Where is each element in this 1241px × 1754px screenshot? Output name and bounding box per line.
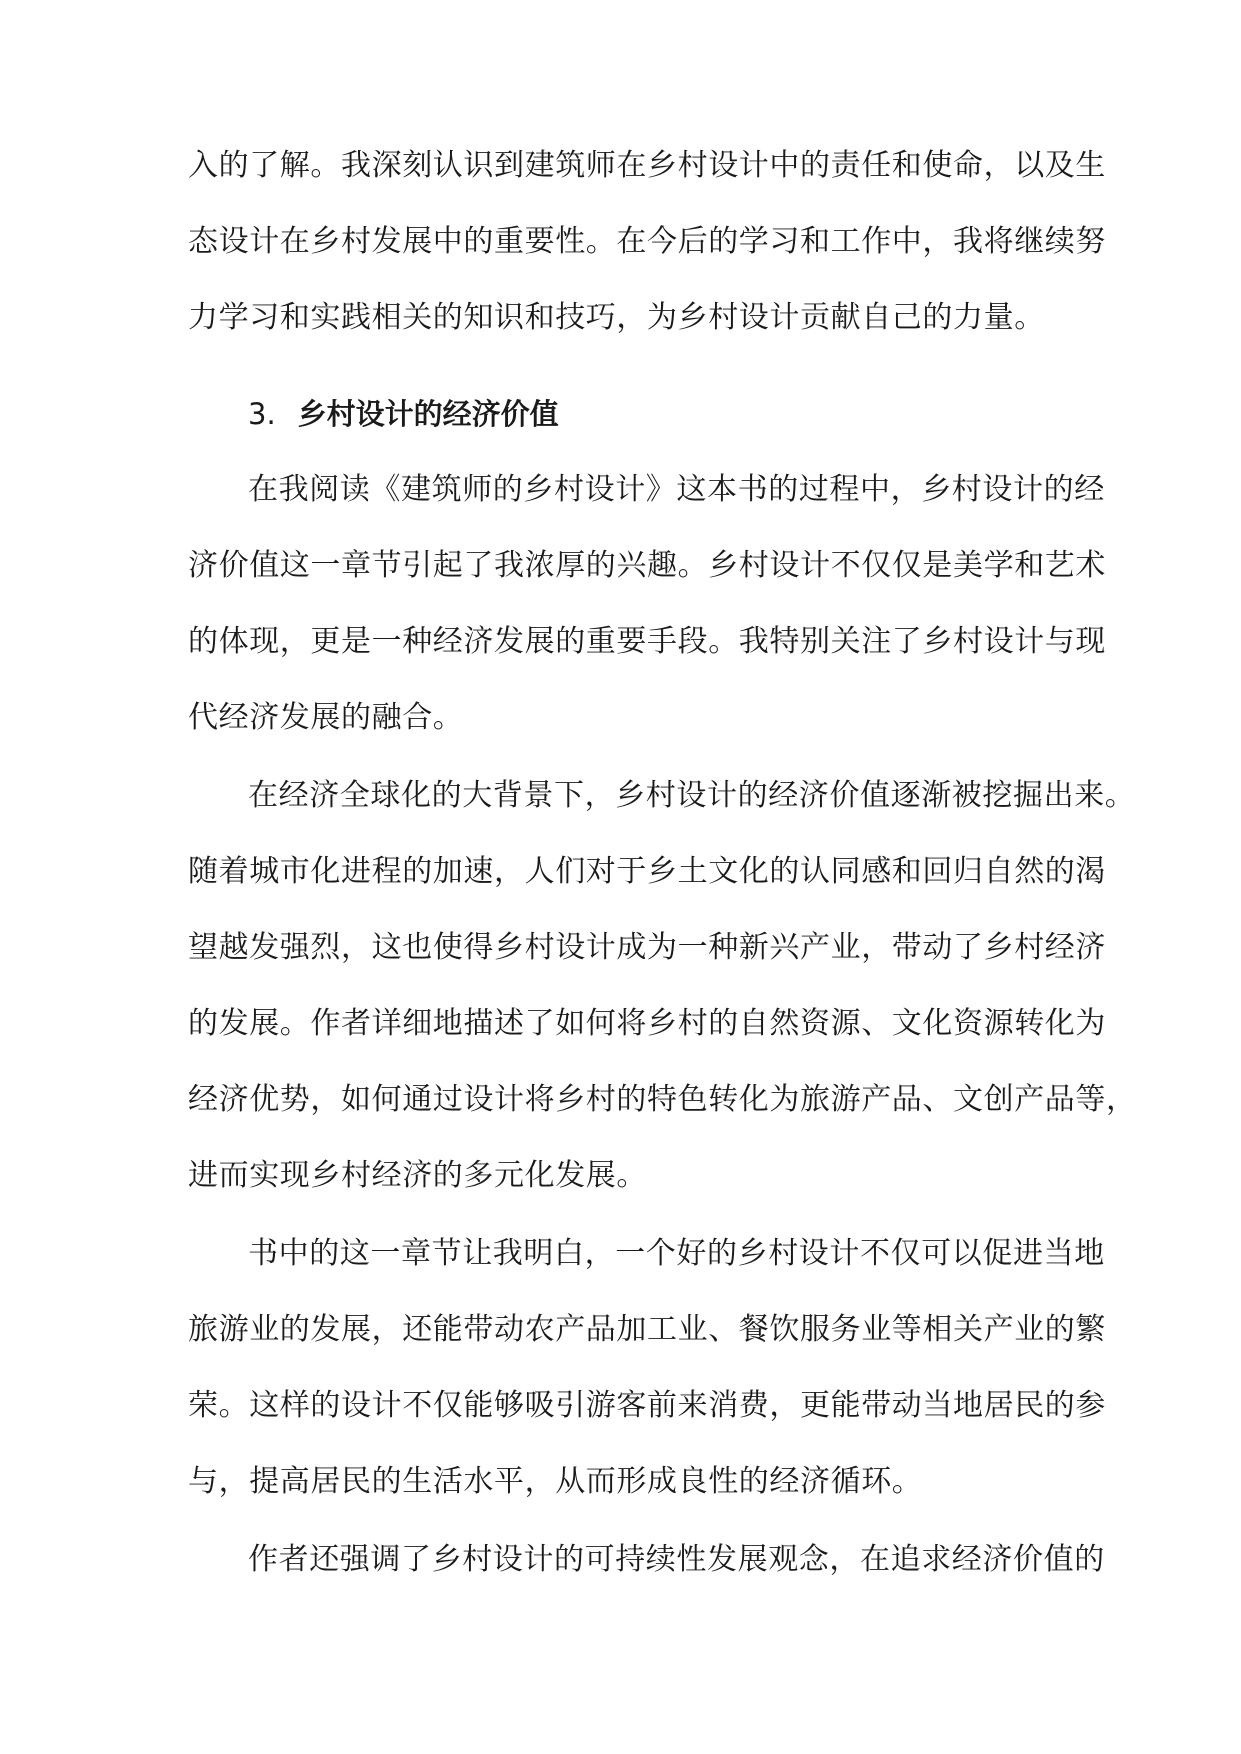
paragraph-2	[188, 776, 1137, 1232]
text-line: 荣。这样的设计不仅能够吸引游客前来消费，更能带动当地居民的参	[188, 1388, 1106, 1423]
text-line: 态设计在乡村发展中的重要性。在今后的学习和工作中，我将继续努	[188, 224, 1106, 259]
section-heading	[188, 394, 1060, 470]
text-line: 的体现，更是一种经济发展的重要手段。我特别关注了乡村设计与现	[188, 624, 1106, 659]
text-line: 入的了解。我深刻认识到建筑师在乡村设计中的责任和使命，以及生	[188, 148, 1106, 183]
text-line: 旅游业的发展，还能带动农产品加工业、餐饮服务业等相关产业的繁	[188, 1312, 1106, 1347]
paragraph-1	[188, 470, 1106, 774]
intro-paragraph	[188, 146, 1106, 374]
text-line: 力学习和实践相关的知识和技巧，为乡村设计贡献自己的力量。	[188, 300, 1045, 335]
text-line: 进而实现乡村经济的多元化发展。	[188, 1158, 647, 1193]
text-line: 在我阅读《建筑师的乡村设计》这本书的过程中，乡村设计的经	[248, 472, 1105, 507]
text-line: 在经济全球化的大背景下，乡村设计的经济价值逐渐被挖掘出来。	[248, 778, 1136, 813]
text-line: 经济优势，如何通过设计将乡村的特色转化为旅游产品、文创产品等，	[188, 1082, 1137, 1117]
text-line: 书中的这一章节让我明白，一个好的乡村设计不仅可以促进当地	[248, 1236, 1105, 1271]
text-line: 济价值这一章节引起了我浓厚的兴趣。乡村设计不仅仅是美学和艺术	[188, 548, 1106, 583]
section-number: 3.	[248, 397, 276, 431]
text-line: 代经济发展的融合。	[188, 700, 464, 735]
text-line: 望越发强烈，这也使得乡村设计成为一种新兴产业，带动了乡村经济	[188, 930, 1106, 965]
section-title: 乡村设计的经济价值	[297, 397, 559, 431]
text-line: 作者还强调了乡村设计的可持续性发展观念，在追求经济价值的	[248, 1542, 1105, 1577]
text-line: 随着城市化进程的加速，人们对于乡土文化的认同感和回归自然的渴	[188, 854, 1106, 889]
text-line: 与，提高居民的生活水平，从而形成良性的经济循环。	[188, 1464, 923, 1499]
document-body	[188, 146, 1137, 1616]
paragraph-3	[188, 1234, 1106, 1538]
paragraph-4	[188, 1540, 1105, 1616]
text-line: 的发展。作者详细地描述了如何将乡村的自然资源、文化资源转化为	[188, 1006, 1106, 1041]
